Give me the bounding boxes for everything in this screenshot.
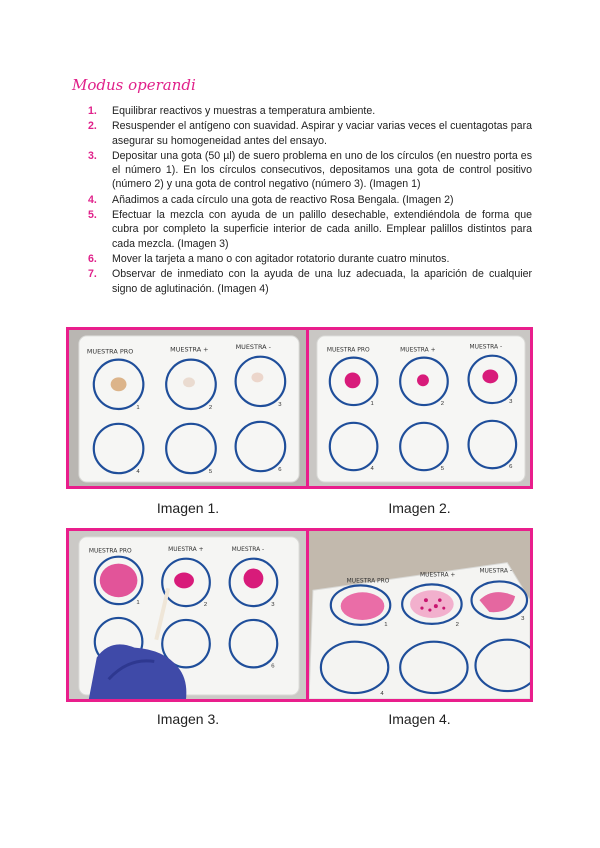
label-muestra-neg: MUESTRA -	[479, 567, 513, 575]
photo-imagen-2	[306, 327, 533, 489]
caption-imagen-2: Imagen 2.	[388, 500, 451, 516]
label-muestra-neg: MUESTRA -	[235, 342, 271, 351]
step-text: Depositar una gota (50 µl) de suero problema en uno de los círculos (en nuestro porta es el número 1). En los círculos consecutivos, depositamos una gota de control positivo (número 2) y una gota de control negativo (número 3). (Imagen 1)	[112, 149, 532, 191]
step-item	[72, 149, 532, 192]
circle-number: 3	[278, 402, 282, 409]
circle-number: 3	[521, 615, 525, 622]
circle-number: 1	[136, 600, 140, 607]
circle-number: 2	[203, 602, 208, 609]
photo-imagen-4	[306, 528, 533, 702]
step-item	[72, 252, 532, 266]
test-card-3	[69, 531, 307, 699]
circle-number: 6	[509, 464, 513, 471]
caption-imagen-4: Imagen 4.	[388, 711, 451, 727]
label-muestra-pos: MUESTRA +	[170, 345, 209, 354]
step-text: Efectuar la mezcla con ayuda de un palillo desechable, extendiéndola de forma que cubra por completo la superficie interior de cada anillo. Emplear palillos distintos para cada mezcla. (Imagen 3)	[112, 209, 532, 250]
step-number: 5.	[88, 209, 97, 222]
step-text: Observar de inmediato con la ayuda de una luz adecuada, la aparición de cualquier signo de aglutinación. (Imagen 4)	[112, 268, 532, 295]
test-card-2	[309, 330, 530, 486]
circle-number: 5	[208, 469, 213, 476]
step-number: 1.	[88, 105, 97, 117]
step-number: 7.	[88, 268, 97, 281]
reagent-drop	[345, 372, 361, 388]
photo-imagen-3	[66, 528, 310, 702]
step-number: 6.	[88, 252, 97, 265]
circle-number: 2	[208, 404, 213, 411]
circle-number: 4	[380, 691, 384, 698]
step-item	[72, 193, 532, 207]
circle-number: 2	[455, 621, 459, 628]
label-muestra-pro: MUESTRA PRO	[88, 547, 132, 555]
circle-number: 1	[370, 401, 374, 408]
test-card-1	[69, 330, 307, 486]
serum-drop	[111, 377, 127, 391]
step-text: Equilibrar reactivos y muestras a temperatura ambiente.	[112, 105, 376, 117]
label-muestra-pos: MUESTRA +	[168, 545, 204, 553]
step-text: Añadimos a cada círculo una gota de reactivo Rosa Bengala. (Imagen 2)	[112, 193, 454, 206]
circle-number: 3	[509, 399, 513, 406]
label-muestra-pro: MUESTRA PRO	[326, 346, 370, 354]
step-text: Resuspender el antígeno con suavidad. Aspirar y vaciar varias veces el cuentagotas para asegurar su homogeneidad antes del ensayo.	[112, 120, 532, 147]
label-muestra-pro: MUESTRA PRO	[86, 347, 134, 356]
step-item	[72, 104, 532, 118]
label-muestra-pos: MUESTRA +	[400, 346, 436, 354]
photo-imagen-1	[66, 327, 310, 489]
step-number: 4.	[88, 193, 97, 206]
section-title: Modus operandi	[72, 76, 196, 94]
test-card-4	[309, 531, 530, 699]
step-text: Mover la tarjeta a mano o con agitador rotatorio durante cuatro minutos.	[112, 252, 450, 265]
label-muestra-pro: MUESTRA PRO	[346, 577, 390, 585]
label-muestra-pos: MUESTRA +	[419, 571, 456, 579]
label-muestra-neg: MUESTRA -	[469, 343, 503, 351]
circle-number: 6	[271, 663, 275, 670]
step-item	[72, 208, 532, 251]
agglutination-sample	[341, 592, 385, 620]
caption-imagen-3: Imagen 3.	[156, 711, 220, 727]
circle-number: 1	[136, 404, 140, 411]
circle-number: 2	[440, 401, 445, 408]
circle-number: 5	[440, 466, 445, 473]
step-number: 2.	[88, 120, 97, 133]
label-muestra-neg: MUESTRA -	[231, 545, 265, 553]
circle-number: 4	[136, 469, 140, 476]
step-number: 3.	[88, 149, 97, 162]
circle-number: 6	[278, 467, 282, 474]
circle-number: 1	[384, 621, 388, 628]
caption-imagen-1: Imagen 1.	[156, 500, 220, 516]
procedure-steps	[72, 104, 532, 297]
circle-number: 4	[370, 466, 374, 473]
step-item	[72, 267, 532, 296]
circle-number: 3	[271, 602, 275, 609]
step-item	[72, 119, 532, 148]
